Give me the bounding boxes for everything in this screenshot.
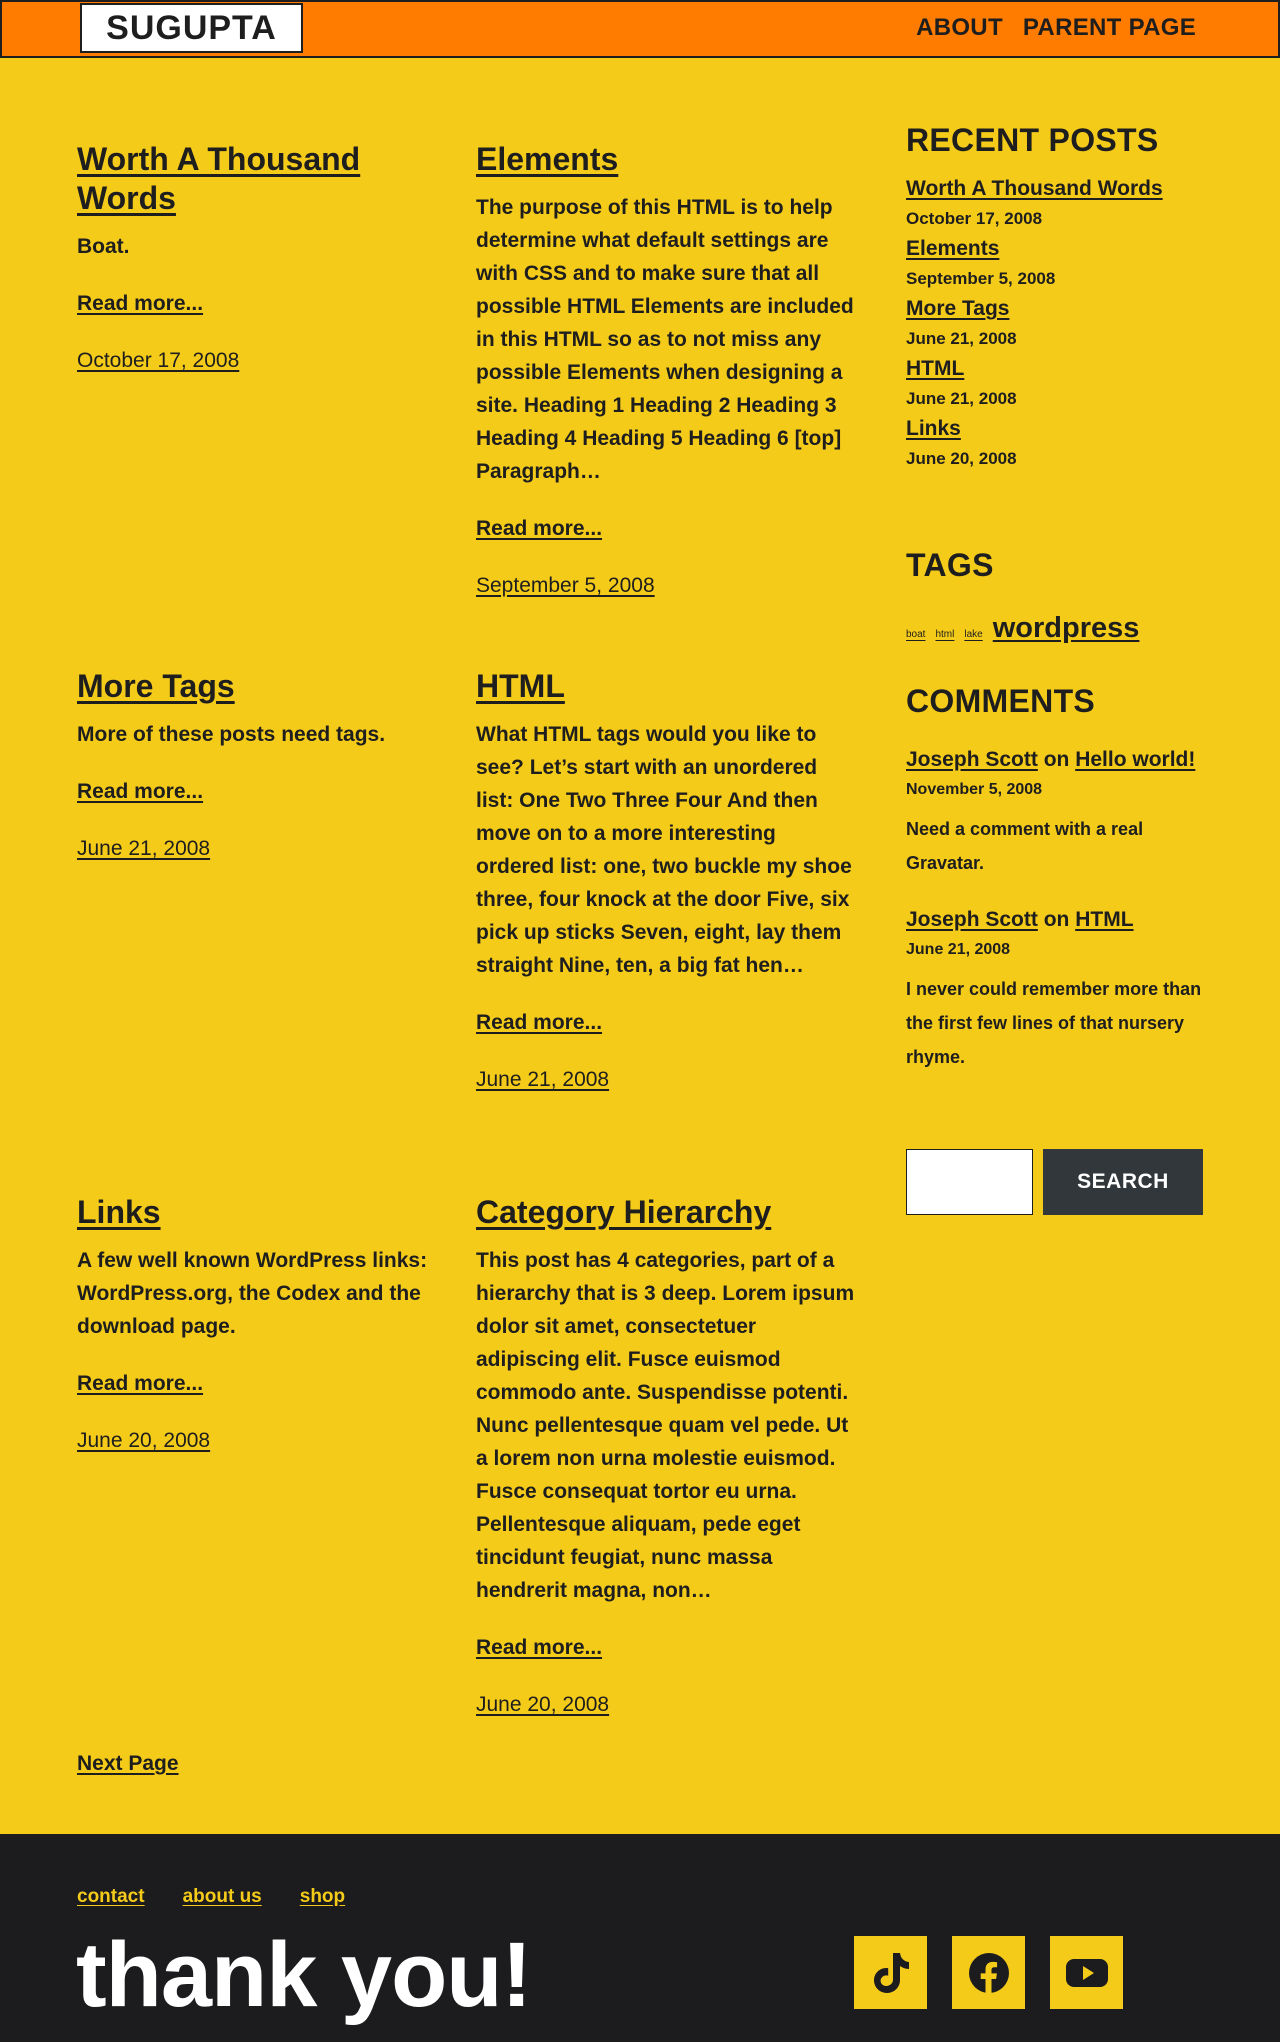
comment-author-link[interactable]: Joseph Scott bbox=[906, 908, 1038, 931]
site-footer bbox=[0, 1834, 1280, 2042]
post-excerpt: More of these posts need tags. bbox=[77, 723, 386, 746]
list-item bbox=[906, 415, 1206, 475]
recent-post-link[interactable]: HTML bbox=[906, 357, 965, 380]
tiktok-icon[interactable] bbox=[854, 1936, 927, 2009]
comment-date: June 21, 2008 bbox=[906, 941, 1011, 958]
post-title[interactable]: Elements bbox=[476, 141, 619, 177]
tags-title: TAGS bbox=[906, 547, 994, 583]
footer-link-shop[interactable]: shop bbox=[299, 1886, 346, 1907]
post-date[interactable]: June 20, 2008 bbox=[77, 1429, 211, 1452]
comment-post-link[interactable]: Hello world! bbox=[1075, 748, 1196, 771]
read-more-link[interactable]: Read more... bbox=[77, 292, 204, 315]
post-excerpt: Boat. bbox=[77, 235, 130, 258]
recent-post-date: June 21, 2008 bbox=[906, 389, 1017, 408]
recent-posts-list bbox=[906, 175, 1206, 475]
recent-post-date: September 5, 2008 bbox=[906, 269, 1056, 288]
comment-post-link[interactable]: HTML bbox=[1075, 908, 1134, 931]
comment-on-label: on bbox=[1043, 908, 1070, 931]
post-title[interactable]: HTML bbox=[476, 668, 565, 704]
tag-link-html[interactable]: html bbox=[935, 629, 955, 640]
recent-post-link[interactable]: Links bbox=[906, 417, 961, 440]
youtube-icon[interactable] bbox=[1050, 1936, 1123, 2009]
recent-post-date: June 21, 2008 bbox=[906, 329, 1017, 348]
tag-cloud bbox=[906, 612, 1206, 645]
tag-link-boat[interactable]: boat bbox=[906, 629, 926, 640]
footer-thanks-heading: thank you! bbox=[76, 1924, 532, 2026]
comment-header bbox=[906, 746, 1206, 774]
post-date[interactable]: June 21, 2008 bbox=[476, 1068, 610, 1091]
recent-posts-title: RECENT POSTS bbox=[906, 122, 1159, 158]
recent-post-date: October 17, 2008 bbox=[906, 209, 1043, 228]
footer-link-contact[interactable]: contact bbox=[77, 1886, 145, 1907]
post-card bbox=[476, 667, 856, 1096]
post-title[interactable]: Links bbox=[77, 1194, 161, 1230]
list-item bbox=[906, 235, 1206, 295]
comment-header bbox=[906, 906, 1206, 934]
post-card bbox=[77, 667, 437, 865]
list-item bbox=[906, 295, 1206, 355]
post-excerpt: This post has 4 categories, part of a hierarchy that is 3 deep. Lorem ipsum dolor sit amet, consectetuer adipiscing elit. Fusce euismod commodo ante. Suspendisse potenti. Nunc pellentesque quam vel pede. Ut a lorem non urna molestie euismod. Fusce consequat tortor eu urna. Pellentesque aliquam, pede eget tincidunt feugiat, nunc massa hendrerit magna, non… bbox=[476, 1249, 855, 1602]
post-card bbox=[476, 140, 856, 602]
post-date[interactable]: June 21, 2008 bbox=[77, 837, 211, 860]
read-more-link[interactable]: Read more... bbox=[77, 780, 204, 803]
comment-author-link[interactable]: Joseph Scott bbox=[906, 748, 1038, 771]
comment-item bbox=[906, 746, 1206, 880]
list-item bbox=[906, 355, 1206, 415]
read-more-link[interactable]: Read more... bbox=[77, 1372, 204, 1395]
top-nav bbox=[916, 14, 1196, 42]
post-date[interactable]: June 20, 2008 bbox=[476, 1693, 610, 1716]
sidebar bbox=[906, 122, 1206, 1074]
post-date[interactable]: September 5, 2008 bbox=[476, 574, 655, 597]
post-excerpt: A few well known WordPress links: WordPress.org, the Codex and the download page. bbox=[77, 1249, 428, 1338]
post-card bbox=[476, 1193, 856, 1721]
read-more-link[interactable]: Read more... bbox=[476, 517, 603, 540]
facebook-icon[interactable] bbox=[952, 1936, 1025, 2009]
comments-title: COMMENTS bbox=[906, 683, 1096, 719]
recent-post-link[interactable]: More Tags bbox=[906, 297, 1010, 320]
footer-link-about-us[interactable]: about us bbox=[182, 1886, 262, 1907]
search-form bbox=[906, 1149, 1203, 1215]
tag-link-lake[interactable]: lake bbox=[964, 629, 983, 640]
comment-text: I never could remember more than the first few lines of that nursery rhyme. bbox=[906, 979, 1202, 1067]
nav-parent-page[interactable]: PARENT PAGE bbox=[1022, 14, 1196, 41]
tag-link-wordpress[interactable]: wordpress bbox=[992, 612, 1140, 644]
post-card bbox=[77, 140, 437, 377]
site-logo[interactable]: SUGUPTA bbox=[80, 3, 303, 53]
search-button[interactable]: SEARCH bbox=[1043, 1149, 1203, 1215]
read-more-link[interactable]: Read more... bbox=[476, 1636, 603, 1659]
comment-text: Need a comment with a real Gravatar. bbox=[906, 819, 1144, 873]
site-header bbox=[0, 0, 1280, 58]
post-date[interactable]: October 17, 2008 bbox=[77, 349, 240, 372]
recent-post-date: June 20, 2008 bbox=[906, 449, 1017, 468]
social-links bbox=[854, 1936, 1123, 2009]
post-title[interactable]: Worth A Thousand Words bbox=[77, 141, 361, 216]
next-page-link[interactable]: Next Page bbox=[77, 1752, 179, 1775]
post-title[interactable]: Category Hierarchy bbox=[476, 1194, 772, 1230]
post-excerpt: What HTML tags would you like to see? Let’s start with an unordered list: One Two Three Four And then move on to a more interesting ordered list: one, two buckle my shoe three, four knock at the door Five, six pick up sticks Seven, eight, lay them straight Nine, ten, a big fat hen… bbox=[476, 723, 852, 977]
list-item bbox=[906, 175, 1206, 235]
search-input[interactable] bbox=[906, 1149, 1033, 1215]
recent-post-link[interactable]: Worth A Thousand Words bbox=[906, 177, 1163, 200]
recent-post-link[interactable]: Elements bbox=[906, 237, 1000, 260]
nav-about[interactable]: ABOUT bbox=[916, 14, 1003, 41]
footer-nav bbox=[77, 1886, 345, 1908]
post-title[interactable]: More Tags bbox=[77, 668, 235, 704]
comment-on-label: on bbox=[1043, 748, 1070, 771]
post-excerpt: The purpose of this HTML is to help determine what default settings are with CSS and to make sure that all possible HTML Elements are included in this HTML so as to not miss any possible Elements when designing a site. Heading 1 Heading 2 Heading 3 Heading 4 Heading 5 Heading 6 [top] Paragraph… bbox=[476, 196, 854, 483]
comment-date: November 5, 2008 bbox=[906, 781, 1043, 798]
read-more-link[interactable]: Read more... bbox=[476, 1011, 603, 1034]
post-card bbox=[77, 1193, 437, 1457]
comment-item bbox=[906, 906, 1206, 1074]
